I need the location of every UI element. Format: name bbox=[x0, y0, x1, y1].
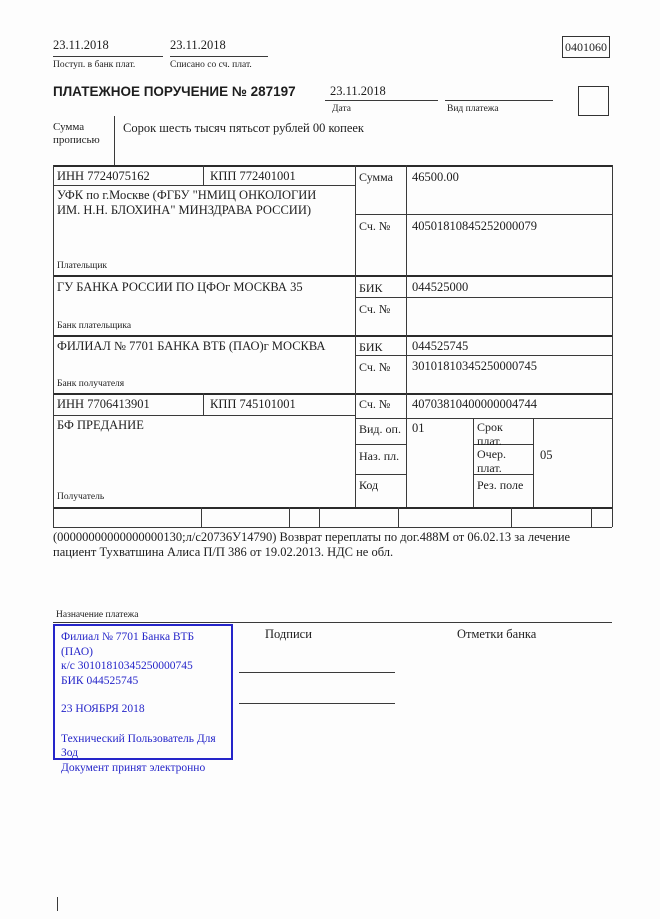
stamp-bik: БИК 044525745 bbox=[61, 674, 139, 687]
payee-bank-bik-label: БИК bbox=[359, 340, 383, 354]
payer-bank-bik-label: БИК bbox=[359, 281, 383, 295]
code-label: Код bbox=[359, 478, 379, 492]
amount-words-divider bbox=[114, 116, 115, 165]
order-label: Очер. плат. bbox=[477, 447, 507, 475]
payer-bank-bottom-line bbox=[53, 335, 612, 337]
payer-bank-account-label: Сч. № bbox=[359, 302, 391, 316]
bank-stamp bbox=[53, 624, 233, 774]
table-bottom-line bbox=[53, 507, 612, 509]
amount-words-value: Сорок шесть тысяч пятьсот рублей 00 копеек bbox=[123, 121, 364, 135]
op-type-value: 01 bbox=[412, 421, 425, 435]
document-date: 23.11.2018 bbox=[330, 84, 386, 98]
date-line bbox=[325, 100, 438, 101]
bank-marks-label: Отметки банка bbox=[457, 627, 537, 641]
payer-bank-bik: 044525000 bbox=[412, 280, 469, 294]
payer-bank-name: ГУ БАНКА РОССИИ ПО ЦФОг МОСКВА 35 bbox=[57, 280, 303, 294]
table-left-border bbox=[53, 165, 54, 527]
debited-date-line bbox=[170, 56, 268, 57]
term-label: Срок плат. bbox=[477, 420, 503, 448]
stamp-accepted: Документ принят электронно bbox=[61, 761, 206, 774]
signature-line-2 bbox=[239, 703, 395, 704]
payer-bank-bik-line bbox=[355, 297, 612, 298]
stamp-user: Технический Пользователь Для Зод bbox=[61, 732, 216, 759]
inn-kpp-bottom-line bbox=[53, 185, 355, 186]
received-date: 23.11.2018 bbox=[53, 38, 109, 52]
tax-field-divider bbox=[289, 507, 290, 527]
stamp-bank-name: Филиал № 7701 Банка ВТБ (ПАО) bbox=[61, 631, 195, 658]
amount-words-label: Сумма прописью bbox=[53, 121, 100, 146]
op-grid-top-line bbox=[355, 418, 612, 419]
purpose-text: (00000000000000000130;л/с20736У14790) Возврат переплаты по дог.488М от 06.02.13 за лечение пациент Тухватшина Алиса П/П 386 от 19.02.2013. НДС не обл. bbox=[53, 530, 571, 559]
reserve-label: Рез. поле bbox=[477, 478, 524, 492]
tax-field-divider bbox=[319, 507, 320, 527]
payment-type-line bbox=[445, 100, 553, 101]
signatures-label: Подписи bbox=[265, 627, 312, 641]
value-column-divider bbox=[406, 165, 407, 507]
tax-field-divider bbox=[201, 507, 202, 527]
payer-inn: ИНН 7724075162 bbox=[57, 169, 150, 183]
sum-label: Сумма bbox=[359, 170, 393, 184]
pay-purpose-label: Наз. пл. bbox=[359, 449, 400, 463]
form-code: 0401060 bbox=[565, 40, 607, 54]
payer-label: Плательщик bbox=[57, 261, 108, 271]
payer-bottom-line bbox=[53, 275, 612, 277]
purpose-bottom-line bbox=[53, 622, 612, 623]
payee-account-label: Сч. № bbox=[359, 397, 391, 411]
debited-date-label: Списано со сч. плат. bbox=[170, 60, 252, 70]
tax-field-divider bbox=[398, 507, 399, 527]
payee-account: 40703810400000004744 bbox=[412, 397, 537, 411]
payee-bank-bik: 044525745 bbox=[412, 339, 469, 353]
payee-inn-kpp-divider bbox=[203, 393, 204, 415]
sum-value: 46500.00 bbox=[412, 170, 459, 184]
op-grid-line bbox=[355, 474, 406, 475]
order-value: 05 bbox=[540, 448, 553, 462]
form-code-box bbox=[562, 36, 610, 58]
payee-bank-label: Банк получателя bbox=[57, 379, 125, 389]
payment-type-label: Вид платежа bbox=[447, 104, 499, 114]
stamp-corr-account: к/с 30101810345250000745 bbox=[61, 660, 193, 672]
payee-bank-bottom-line bbox=[53, 393, 612, 395]
document-title: ПЛАТЕЖНОЕ ПОРУЧЕНИЕ № 287197 bbox=[53, 84, 296, 99]
payee-kpp: КПП 745101001 bbox=[210, 397, 296, 411]
tax-field-divider bbox=[591, 507, 592, 527]
payee-inn: ИНН 7706413901 bbox=[57, 397, 150, 411]
crop-mark bbox=[57, 897, 58, 911]
stamp-date: 23 НОЯБРЯ 2018 bbox=[61, 703, 145, 715]
payee-bank-bik-line bbox=[355, 355, 612, 356]
table-top-line bbox=[53, 165, 612, 167]
received-date-label: Поступ. в банк плат. bbox=[53, 60, 136, 70]
sum-bottom-line bbox=[355, 214, 612, 215]
op-grid-divider bbox=[473, 418, 474, 507]
payee-inn-kpp-line bbox=[53, 415, 355, 416]
purpose-label: Назначение платежа bbox=[56, 610, 139, 620]
tax-fields-bottom-line bbox=[53, 527, 612, 528]
payer-bank-label: Банк плательщика bbox=[57, 321, 132, 331]
payer-account-label: Сч. № bbox=[359, 219, 391, 233]
received-date-line bbox=[53, 56, 163, 57]
payee-bank-account-label: Сч. № bbox=[359, 360, 391, 374]
op-grid-line bbox=[355, 444, 406, 445]
debited-date: 23.11.2018 bbox=[170, 38, 226, 52]
payee-bank-account: 30101810345250000745 bbox=[412, 359, 537, 373]
payer-account: 40501810845252000079 bbox=[412, 219, 537, 233]
tax-field-divider bbox=[511, 507, 512, 527]
inn-kpp-divider bbox=[203, 165, 204, 185]
date-label: Дата bbox=[332, 104, 351, 114]
label-column-divider bbox=[355, 165, 356, 507]
signature-line-1 bbox=[239, 672, 395, 673]
table-right-border bbox=[612, 165, 613, 527]
payee-name: БФ ПРЕДАНИЕ bbox=[57, 418, 144, 432]
payee-bank-name: ФИЛИАЛ № 7701 БАНКА ВТБ (ПАО)г МОСКВА bbox=[57, 339, 326, 353]
op-grid-divider bbox=[533, 418, 534, 507]
payee-label: Получатель bbox=[57, 492, 105, 502]
payer-kpp: КПП 772401001 bbox=[210, 169, 296, 183]
payer-name: УФК по г.Москве (ФГБУ "НМИЦ ОНКОЛОГИИ ИМ. Н.Н. БЛОХИНА" МИНЗДРАВА РОССИИ) bbox=[57, 188, 317, 217]
op-type-label: Вид. оп. bbox=[359, 422, 401, 436]
status-box bbox=[578, 86, 609, 116]
